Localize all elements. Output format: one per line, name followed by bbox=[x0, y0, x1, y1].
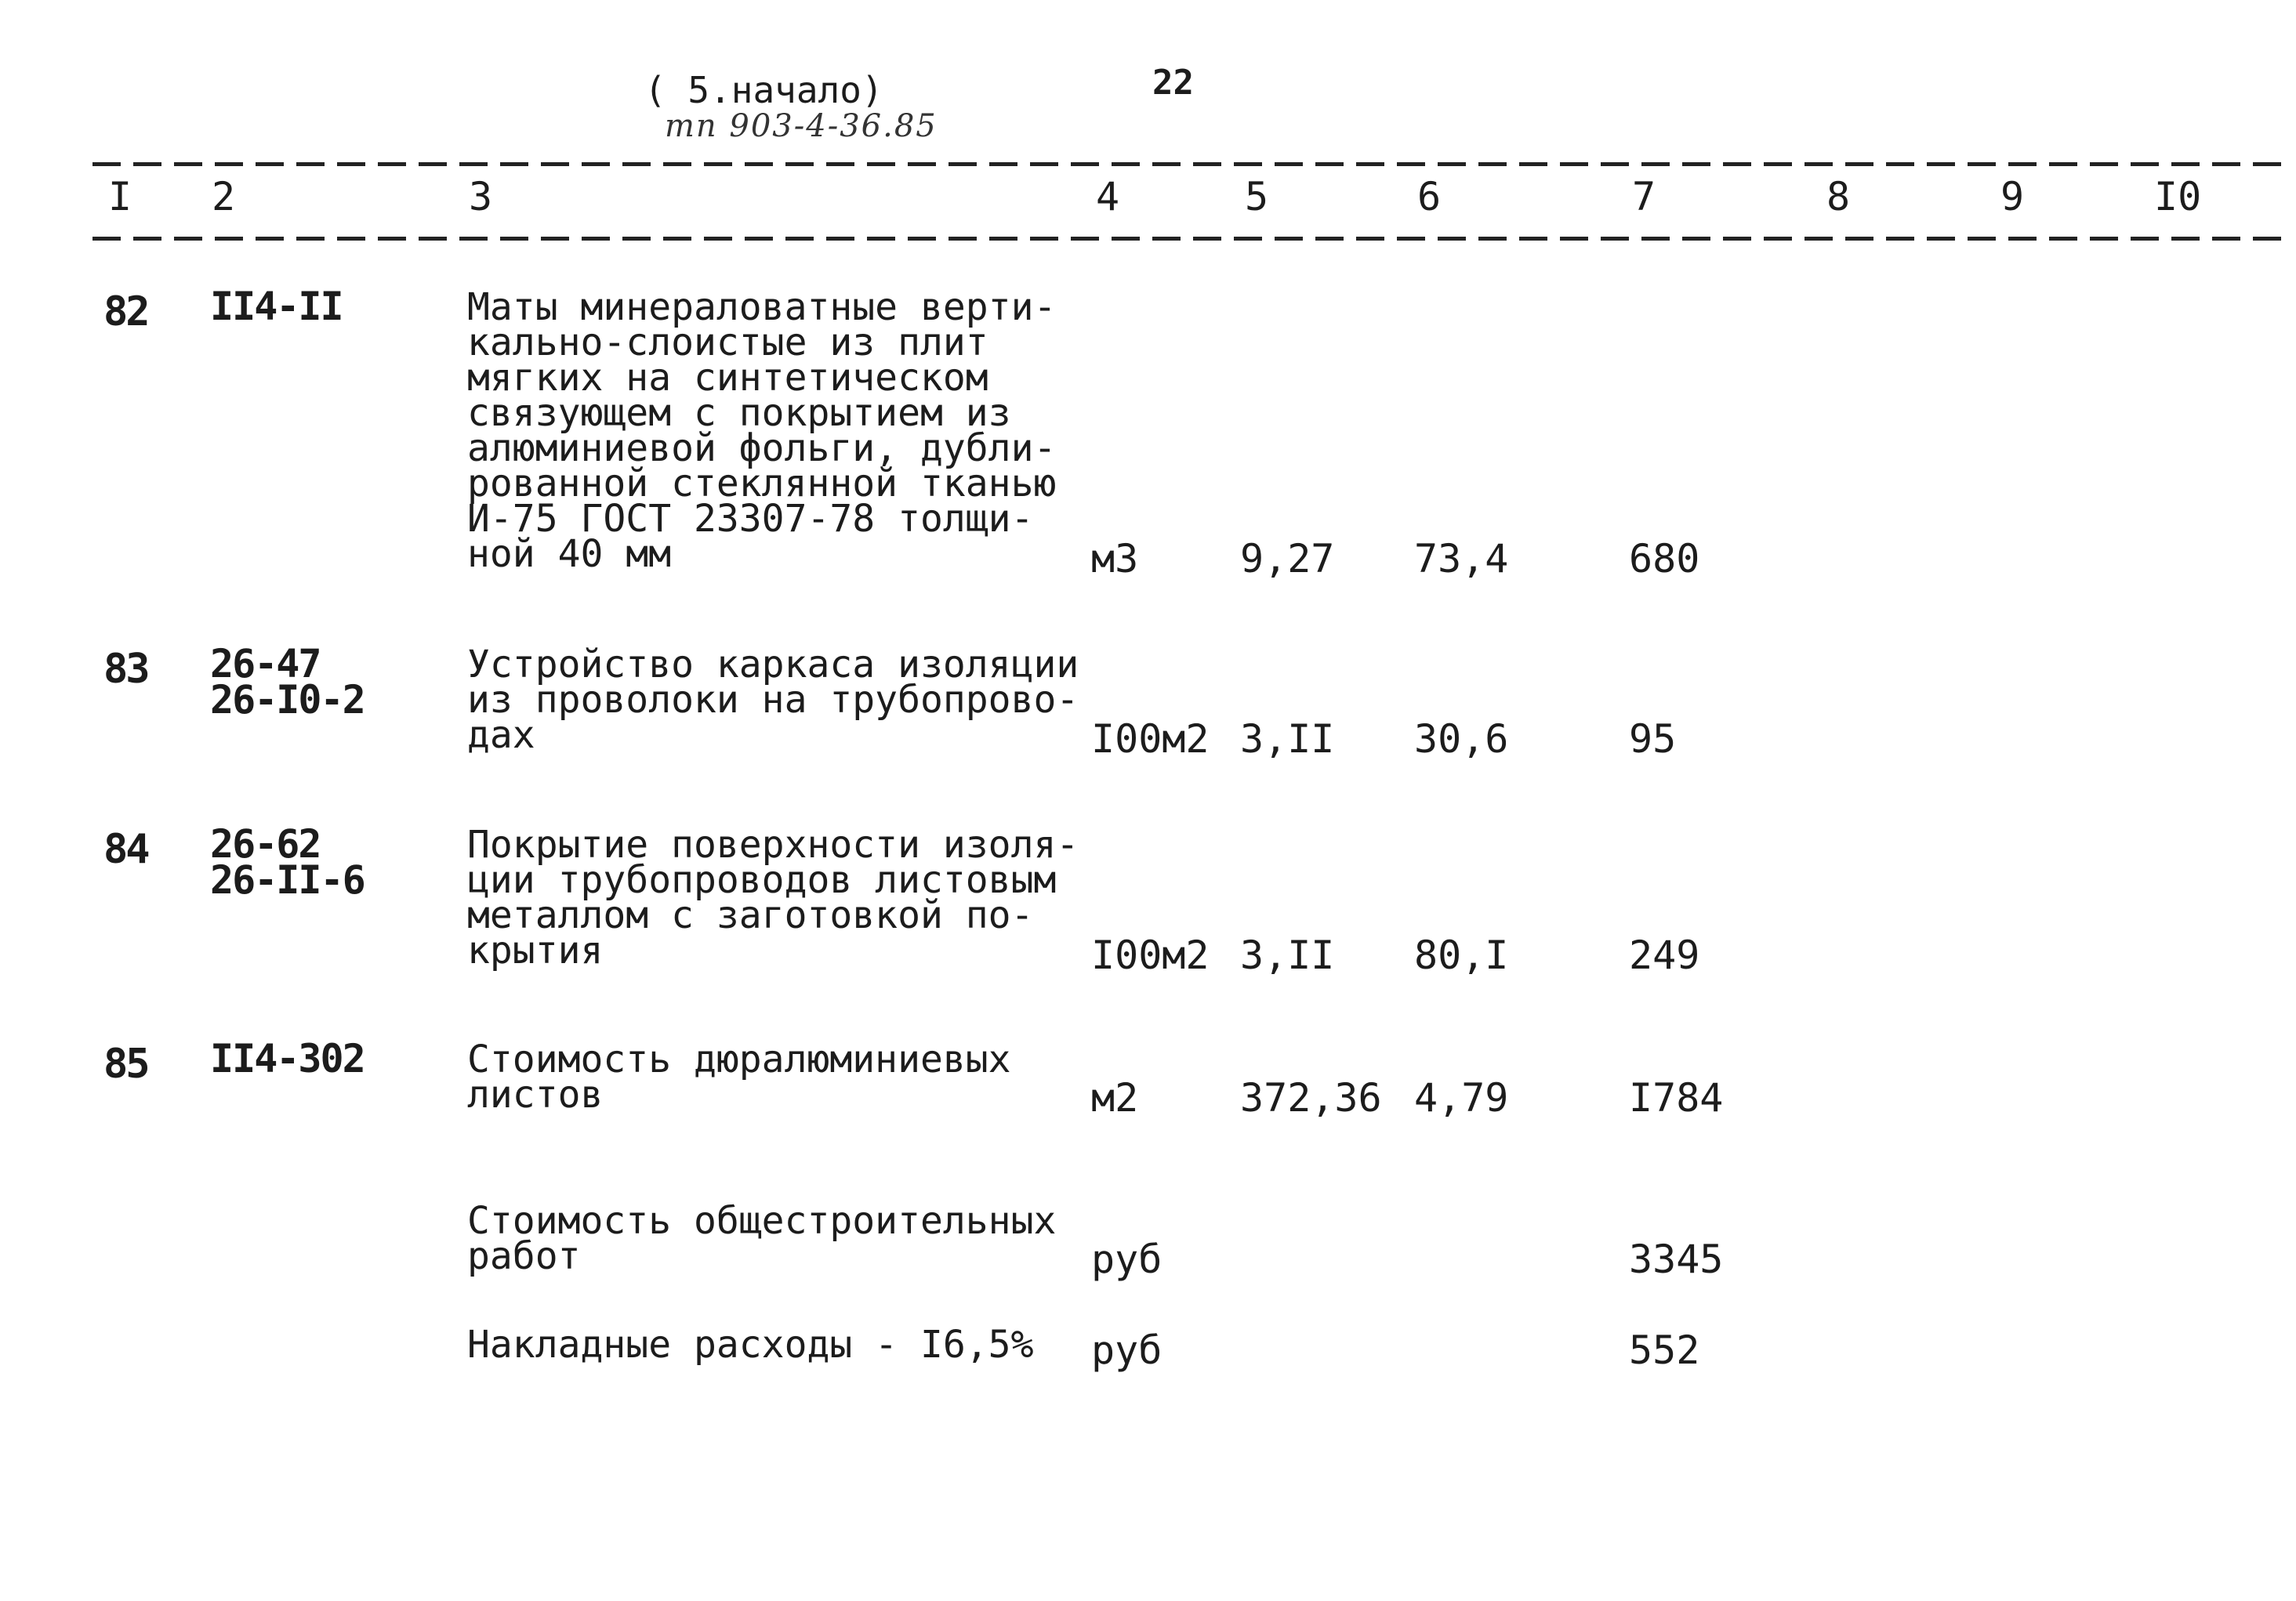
column-number-3: 3 bbox=[469, 174, 493, 219]
column-number-1: I bbox=[108, 174, 132, 219]
column-number-7: 7 bbox=[1632, 174, 1656, 219]
norm-code-line: II4-II bbox=[210, 284, 343, 329]
work-description bbox=[467, 823, 1079, 973]
description-line: дах bbox=[467, 713, 535, 757]
work-description bbox=[467, 643, 1079, 757]
unit-cell: м2 bbox=[1091, 1075, 1139, 1121]
unit-cell: I00м2 bbox=[1091, 716, 1210, 762]
description-line: Покрытие поверхности изоля- bbox=[467, 823, 1079, 867]
description-line: И-75 ГОСТ 23307-78 толщи- bbox=[467, 497, 1034, 541]
unit-price-cell: 30,6 bbox=[1414, 716, 1509, 762]
work-description bbox=[467, 285, 1057, 576]
description-line: ной 40 мм bbox=[467, 532, 672, 576]
total-cost-cell: 3345 bbox=[1629, 1237, 1724, 1282]
description-line: мягких на синтетическом bbox=[467, 356, 988, 400]
unit-cell: м3 bbox=[1091, 536, 1139, 581]
description-line: Накладные расходы - I6,5% bbox=[467, 1323, 1034, 1367]
description-line: связующем с покрытием из bbox=[467, 391, 1011, 435]
unit-cell: руб bbox=[1091, 1237, 1163, 1282]
header-rule-bottom bbox=[92, 237, 2287, 241]
total-cost-cell: I784 bbox=[1629, 1075, 1724, 1121]
row-number: 82 bbox=[103, 288, 148, 335]
norm-code-line: 26-I0-2 bbox=[210, 677, 365, 723]
total-cost-cell: 552 bbox=[1629, 1328, 1700, 1373]
column-number-8: 8 bbox=[1826, 174, 1851, 219]
norm-code bbox=[210, 641, 365, 723]
quantity-cell: 3,II bbox=[1240, 933, 1335, 978]
description-line: из проволоки на трубопрово- bbox=[467, 678, 1079, 722]
column-number-4: 4 bbox=[1096, 174, 1120, 219]
norm-code-line: II4-302 bbox=[210, 1036, 365, 1081]
page-number: 22 bbox=[1152, 63, 1194, 103]
row-number: 84 bbox=[103, 826, 148, 873]
description-line: Стоимость дюралюминиевых bbox=[467, 1038, 1011, 1081]
row-number: 85 bbox=[103, 1041, 148, 1088]
summary-description bbox=[467, 1323, 1034, 1367]
header-rule-top bbox=[92, 162, 2287, 166]
description-line: крытия bbox=[467, 929, 604, 973]
total-cost-cell: 680 bbox=[1629, 536, 1700, 581]
description-line: Стоимость общестроительных bbox=[467, 1199, 1057, 1243]
description-line: листов bbox=[467, 1073, 604, 1117]
description-line: Маты минераловатные верти- bbox=[467, 285, 1057, 329]
column-number-6: 6 bbox=[1417, 174, 1442, 219]
norm-code-line: 26-62 bbox=[210, 821, 321, 867]
row-number: 83 bbox=[103, 646, 148, 693]
work-description bbox=[467, 1038, 1011, 1117]
norm-code bbox=[210, 821, 365, 903]
column-number-2: 2 bbox=[212, 174, 236, 219]
description-line: ции трубопроводов листовым bbox=[467, 858, 1057, 902]
quantity-cell: 372,36 bbox=[1240, 1075, 1382, 1121]
column-number-9: 9 bbox=[2000, 174, 2025, 219]
description-line: кально-слоистые из плит bbox=[467, 321, 988, 364]
handwritten-reference: тп 903-4-36.85 bbox=[665, 108, 938, 144]
norm-code-line: 26-II-6 bbox=[210, 857, 365, 903]
unit-price-cell: 4,79 bbox=[1414, 1075, 1509, 1121]
column-number-5: 5 bbox=[1245, 174, 1269, 219]
unit-price-cell: 73,4 bbox=[1414, 536, 1509, 581]
total-cost-cell: 249 bbox=[1629, 933, 1700, 978]
norm-code-line: 26-47 bbox=[210, 641, 321, 686]
quantity-cell: 9,27 bbox=[1240, 536, 1335, 581]
total-cost-cell: 95 bbox=[1629, 716, 1677, 762]
column-number-10: I0 bbox=[2154, 174, 2202, 219]
description-line: металлом с заготовкой по- bbox=[467, 893, 1034, 937]
unit-price-cell: 80,I bbox=[1414, 933, 1509, 978]
summary-description bbox=[467, 1199, 1057, 1278]
quantity-cell: 3,II bbox=[1240, 716, 1335, 762]
description-line: алюминиевой фольги, дубли- bbox=[467, 426, 1057, 470]
description-line: Устройство каркаса изоляции bbox=[467, 643, 1079, 686]
norm-code bbox=[210, 284, 343, 329]
section-caption: ( 5.начало) bbox=[644, 69, 883, 111]
unit-cell: I00м2 bbox=[1091, 933, 1210, 978]
unit-cell: руб bbox=[1091, 1328, 1163, 1373]
description-line: работ bbox=[467, 1234, 581, 1278]
description-line: рованной стеклянной тканью bbox=[467, 462, 1057, 505]
norm-code bbox=[210, 1036, 365, 1081]
